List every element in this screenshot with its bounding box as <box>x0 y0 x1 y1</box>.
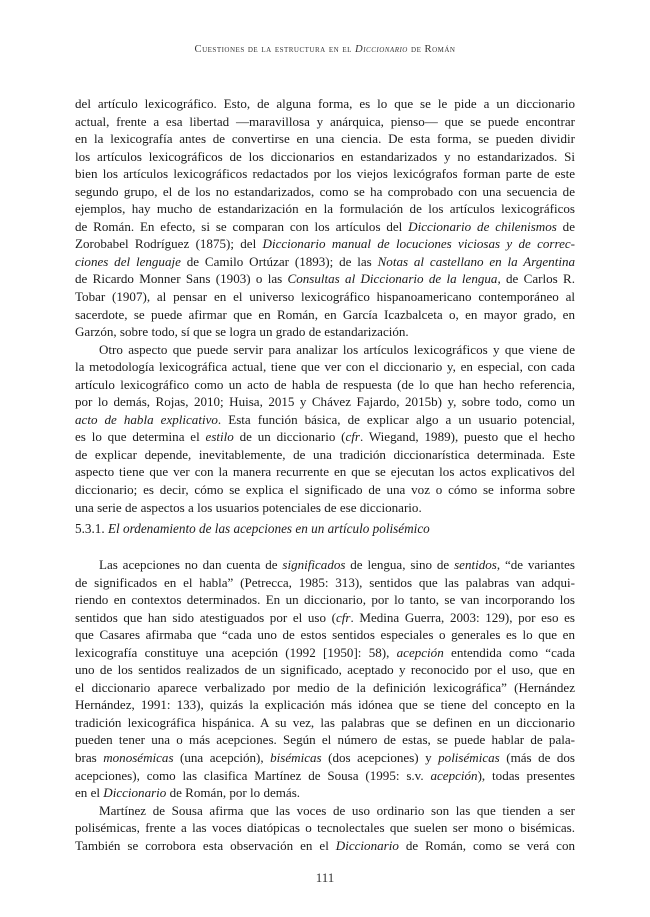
italic-run: Diccionario <box>103 785 167 801</box>
text-line <box>75 802 575 820</box>
section-title: El ordenamiento de las acepciones en un artículo polisémico <box>107 521 430 536</box>
text-run: sacerdote, se puede afirmar que en Román, en García Icazbalceta o, en mayor grado, en <box>75 306 575 322</box>
italic-run: acepción <box>396 644 444 660</box>
text-run: ), todas presentes <box>477 767 575 783</box>
text-run: sentidos que han sido atestiguados por el uso ( <box>75 609 336 625</box>
running-header-italic: Diccionario <box>355 44 408 55</box>
italic-run: monosémicas <box>103 750 174 766</box>
text-run: diccionario; es decir, cómo se explica el significado de una voz o cómo se informa sobre <box>75 482 575 498</box>
text-line <box>75 341 575 359</box>
text-line <box>75 323 575 341</box>
italic-run: Notas al castellano en la Argentina <box>377 253 575 269</box>
text-run: en la lexicografía antes de convertirse en una ciencia. De esta forma, se pueden dividir <box>75 131 575 147</box>
text-run: . Medina Guerra, 2003: 129), por eso es <box>350 609 575 625</box>
italic-run: significados <box>282 557 346 572</box>
text-run: También se corrobora esta observación en el <box>75 837 336 853</box>
text-line <box>75 183 575 201</box>
text-line <box>75 446 575 464</box>
text-run: Otro aspecto que puede servir para analizar los artículos lexicográficos y que viene de <box>99 341 575 357</box>
text-run: tradición lexicográfica hispánica. A su vez, las palabras que se definen en un diccionario <box>75 714 575 730</box>
italic-run: bisémicas <box>270 750 322 766</box>
text-run: pueden tener una o más acepciones. Según el número de estas, se puede hablar de pala- <box>75 732 575 748</box>
text-line <box>75 481 575 499</box>
text-run: lexicografía constituye una acepción (1992 [1950]: 58), <box>75 644 397 660</box>
text-run: Las acepciones no dan cuenta de <box>99 557 283 572</box>
text-run: . Wiegand, 1989), puesto que el hecho <box>360 429 575 445</box>
text-run: de lengua, sino de <box>345 557 455 572</box>
text-run: entendida como “cada <box>443 644 575 660</box>
text-run: artículo lexicográfico como un acto de habla de respuesta (de lo que han hecho referencia, <box>75 376 575 392</box>
text-run: uno de los sentidos realizados de un significado, aceptado y reconocido por el uso, que en <box>75 662 575 678</box>
text-run: del artículo lexicográfico. Esto, de alguna forma, es lo que se le pide a un diccionario <box>75 96 575 111</box>
text-line <box>75 393 575 411</box>
italic-run: ciones del lenguaje <box>75 253 181 269</box>
italic-run: cfr <box>335 609 351 625</box>
text-run: de Camilo Ortúzar (1893); de las <box>180 253 378 269</box>
text-line <box>75 270 575 288</box>
text-run: de Carlos R. <box>500 271 575 287</box>
text-run: segundo grupo, el de los no estandarizados, como se ha comprobado con una secuencia de <box>75 183 575 199</box>
italic-run: Diccionario manual de locuciones viciosas y de correc- <box>262 236 575 252</box>
text-line <box>75 609 575 627</box>
text-line <box>75 200 575 218</box>
text-run: (más de dos <box>499 750 575 766</box>
body-text-block-1 <box>75 95 575 516</box>
italic-run: Consultas al Diccionario de la lengua, <box>287 271 501 287</box>
text-line <box>75 661 575 679</box>
text-run: bras <box>75 750 104 766</box>
text-line <box>75 376 575 394</box>
text-line <box>75 679 575 697</box>
text-run: de explicar depende, inevitablemente, de una tradición diccionarística determinada. Este <box>75 446 575 462</box>
text-run: de Ricardo Monner Sans (1903) o las <box>75 271 288 287</box>
text-run: Zorobabel Rodríguez (1875); del <box>75 236 263 252</box>
text-run: una serie de aspectos a los usuarios potenciales de ese diccionario. <box>75 499 422 515</box>
text-line <box>75 306 575 324</box>
text-line <box>75 626 575 644</box>
text-run: de un diccionario ( <box>233 429 346 445</box>
text-run: de significados en el habla” (Petrecca, 1985: 313), sentidos que las palabras van adqui- <box>75 574 575 590</box>
italic-run: estilo <box>205 429 234 445</box>
text-line <box>75 574 575 592</box>
text-line <box>75 165 575 183</box>
italic-run: Diccionario de chilenismos <box>408 218 557 234</box>
running-header <box>75 44 575 55</box>
text-line <box>75 95 575 113</box>
text-run: bien los artículos lexicográficos redactados por los viejos lexicógrafos forman parte de este <box>75 166 575 182</box>
text-run: de Román, como se verá con <box>398 837 575 853</box>
text-run: , “de variantes <box>496 557 575 572</box>
text-line <box>75 288 575 306</box>
text-line <box>75 644 575 662</box>
running-header-text: Cuestiones de la estructura en el <box>194 44 352 55</box>
text-run: acepciones), como las clasifica Martínez de Sousa (1995: s.v. <box>75 767 431 783</box>
text-line <box>75 253 575 271</box>
text-run: (dos acepciones) y <box>321 750 439 766</box>
text-run: Garzón, sobre todo, sí que se logra un grado de estandarización. <box>75 324 409 340</box>
text-line <box>75 358 575 376</box>
italic-run: Diccionario <box>335 837 399 853</box>
text-line <box>75 463 575 481</box>
text-run: de <box>556 218 575 234</box>
italic-run: sentidos <box>454 557 497 572</box>
text-line <box>75 749 575 767</box>
text-run: Tobar (1907), al pensar en el universo lexicográfico hispanoamericano contemporáneo al <box>75 289 575 305</box>
text-line <box>75 428 575 446</box>
text-line <box>75 235 575 253</box>
text-run: por lo demás, Rojas, 2010; Huisa, 2015 y Chávez Fajardo, 2015b) y, sobre todo, como un <box>75 394 575 410</box>
text-run: de Román. En efecto, si se comparan con los artículos del <box>75 218 409 234</box>
text-line <box>75 556 575 574</box>
page-number: 111 <box>315 870 335 885</box>
text-line <box>75 767 575 785</box>
body-text-block-2 <box>75 556 575 854</box>
text-run: de Román, por lo demás. <box>166 785 301 801</box>
text-run: que Casares afirmaba que “cada uno de estos sentidos especiales o generales es lo que en <box>75 627 575 643</box>
text-run: es lo que determina el <box>75 429 206 445</box>
text-run: . Esta función básica, de explicar algo a un usuario potencial, <box>217 411 575 427</box>
text-line <box>75 591 575 609</box>
text-run: (una acepción), <box>173 750 271 766</box>
text-run: Martínez de Sousa afirma que las voces de uso ordinario son las que tienden a ser <box>99 802 575 818</box>
text-line <box>75 499 575 517</box>
text-line <box>75 218 575 236</box>
text-run: la metodología lexicográfica actual, tiene que ver con el diccionario y, en especial, con cada <box>75 359 575 375</box>
italic-run: polisémicas <box>438 750 500 766</box>
text-line <box>75 819 575 837</box>
text-run: polisémicas, frente a las voces diatópicas o tecnolectales que suelen ser mono o bisémicas. <box>75 820 575 836</box>
text-run: actual, frente a esa libertad —maravillosa y anárquica, pienso— que se puede encontrar <box>75 113 575 129</box>
text-run: el diccionario aparece verbalizado por medio de la definición lexicográfica” (Hernández <box>75 679 575 695</box>
text-line <box>75 148 575 166</box>
section-number: 5.3.1. <box>75 521 105 536</box>
running-header-text-end: de Román <box>411 44 456 55</box>
text-run: aspecto tiene que ver con la manera recurrente en que se ejecutan los actos explicativos del <box>75 464 575 480</box>
text-line <box>75 411 575 429</box>
text-run: en el <box>75 785 104 801</box>
text-line <box>75 696 575 714</box>
text-line <box>75 731 575 749</box>
italic-run: cfr <box>345 429 361 445</box>
italic-run: acepción <box>430 767 478 783</box>
text-run: ejemplos, hay mucho de estandarización en la formulación de los artículos lexicográficos <box>75 201 575 217</box>
italic-run: acto de habla explicativo <box>75 411 218 427</box>
text-line <box>75 113 575 131</box>
text-line <box>75 784 575 802</box>
section-heading <box>75 521 430 537</box>
text-line <box>75 837 575 855</box>
text-run: los artículos lexicográficos de los diccionarios en estandarizados y no estandarizados. Si <box>75 148 575 164</box>
text-run: Hernández, 1991: 133), quizás la explicación más idónea que se tiene del concepto en la <box>75 697 575 713</box>
text-run: riendo en contextos determinados. En un diccionario, por lo tanto, se van incorporando los <box>75 592 575 608</box>
text-line <box>75 714 575 732</box>
text-line <box>75 130 575 148</box>
